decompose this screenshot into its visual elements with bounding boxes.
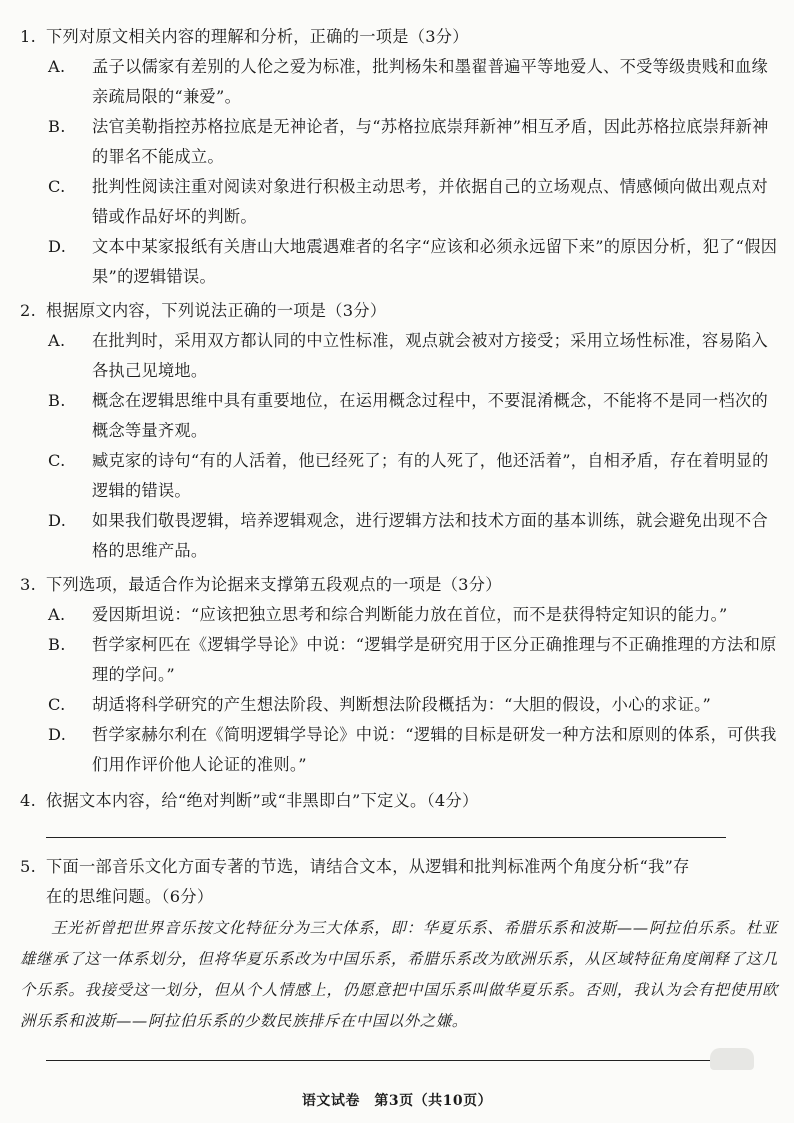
question-text: 下列选项，最适合作为论据来支撑第五段观点的一项是（3分） [46, 575, 502, 594]
option-label: A. [48, 57, 66, 76]
option-label: C. [48, 695, 66, 714]
option-b [20, 386, 780, 446]
option-label: B. [48, 391, 66, 410]
question-number: 3. [20, 575, 37, 594]
option-label: B. [48, 635, 66, 654]
option-text: 法官美勒指控苏格拉底是无神论者，与“苏格拉底崇拜新神”相互矛盾，因此苏格拉底崇拜新神的罪名不能成立。 [92, 117, 769, 166]
option-text: 如果我们敬畏逻辑，培养逻辑观念，进行逻辑方法和技术方面的基本训练，就会避免出现不合格的思维产品。 [92, 511, 768, 560]
option-text: 臧克家的诗句“有的人活着，他已经死了；有的人死了，他还活着”，自相矛盾，存在着明显的逻辑的错误。 [92, 451, 769, 500]
option-text: 文本中某家报纸有关唐山大地震遇难者的名字“应该和必须永远留下来”的原因分析，犯了“假因果”的逻辑错误。 [92, 237, 778, 286]
option-text: 胡适将科学研究的产生想法阶段、判断想法阶段概括为：“大胆的假设，小心的求证。” [92, 695, 712, 714]
option-text: 批判性阅读注重对阅读对象进行积极主动思考，并依据自己的立场观点、情感倾向做出观点对错或作品好坏的判断。 [92, 177, 768, 226]
question-text: 依据文本内容，给“绝对判断”或“非黑即白”下定义。（4分） [46, 791, 479, 810]
question-1 [20, 22, 780, 292]
option-label: D. [48, 237, 67, 256]
option-text: 哲学家赫尔利在《简明逻辑学导论》中说：“逻辑的目标是研发一种方法和原则的体系，可供我们用作评价他人论证的准则。” [92, 725, 777, 774]
option-label: B. [48, 117, 66, 136]
question-number: 1. [20, 27, 37, 46]
option-b [20, 112, 780, 172]
option-c [20, 690, 780, 720]
answer-line [46, 837, 726, 838]
question-2 [20, 296, 780, 566]
question-stem [20, 296, 780, 326]
option-d [20, 232, 780, 292]
option-a [20, 326, 780, 386]
option-text: 爱因斯坦说：“应该把独立思考和综合判断能力放在首位，而不是获得特定知识的能力。” [92, 605, 728, 624]
option-c [20, 446, 780, 506]
question-number: 2. [20, 301, 37, 320]
option-text: 在批判时，采用双方都认同的中立性标准，观点就会被对方接受；采用立场性标准，容易陷入各执己见境地。 [92, 331, 768, 380]
option-d [20, 506, 780, 566]
answer-line [46, 1060, 742, 1061]
question-number: 4. [20, 791, 37, 810]
option-a [20, 52, 780, 112]
option-label: A. [48, 605, 66, 624]
option-label: C. [48, 451, 66, 470]
option-label: A. [48, 331, 66, 350]
option-text: 孟子以儒家有差别的人伦之爱为标准，批判杨朱和墨翟普遍平等地爱人、不受等级贵贱和血缘亲疏局限的“兼爱”。 [92, 57, 768, 106]
question-text: 下列对原文相关内容的理解和分析，正确的一项是（3分） [46, 27, 469, 46]
option-label: C. [48, 177, 66, 196]
page-footer: 语文试卷 第3页（共10页） [301, 1093, 493, 1109]
option-c [20, 172, 780, 232]
question-5 [20, 852, 780, 912]
question-4 [20, 786, 780, 816]
option-b [20, 630, 780, 690]
option-d [20, 720, 780, 780]
page-corner-shadow [710, 1048, 754, 1070]
question-stem [20, 570, 780, 600]
option-text: 哲学家柯匹在《逻辑学导论》中说：“逻辑学是研究用于区分正确推理与不正确推理的方法和原理的学问。” [92, 635, 777, 684]
question-text: 下面一部音乐文化方面专著的节选，请结合文本，从逻辑和批判标准两个角度分析“我”存 [46, 857, 690, 876]
question-stem [20, 786, 780, 816]
question-number: 5. [20, 857, 37, 876]
option-text: 概念在逻辑思维中具有重要地位，在运用概念过程中，不要混淆概念，不能将不是同一档次的概念等量齐观。 [92, 391, 768, 440]
option-label: D. [48, 725, 67, 744]
question-stem [20, 22, 780, 52]
excerpt-passage: 王光祈曾把世界音乐按文化特征分为三大体系，即：华夏乐系、希腊乐系和波斯——阿拉伯乐系。杜亚雄继承了这一体系划分，但将华夏乐系改为中国乐系，希腊乐系改为欧洲乐系，从区域特征角度阐释了这几个乐系。我接受这一划分，但从个人情感上，仍愿意把中国乐系叫做华夏乐系。否则，我认为会有把使用欧洲乐系和波斯——阿拉伯乐系的少数民族排斥在中国以外之嫌。 [20, 919, 778, 1030]
question-text: 根据原文内容，下列说法正确的一项是（3分） [46, 301, 387, 320]
question-stem [20, 852, 780, 882]
question-stem-continued: 在的思维问题。（6分） [46, 887, 214, 906]
option-a [20, 600, 780, 630]
question-3 [20, 570, 780, 780]
option-label: D. [48, 511, 67, 530]
